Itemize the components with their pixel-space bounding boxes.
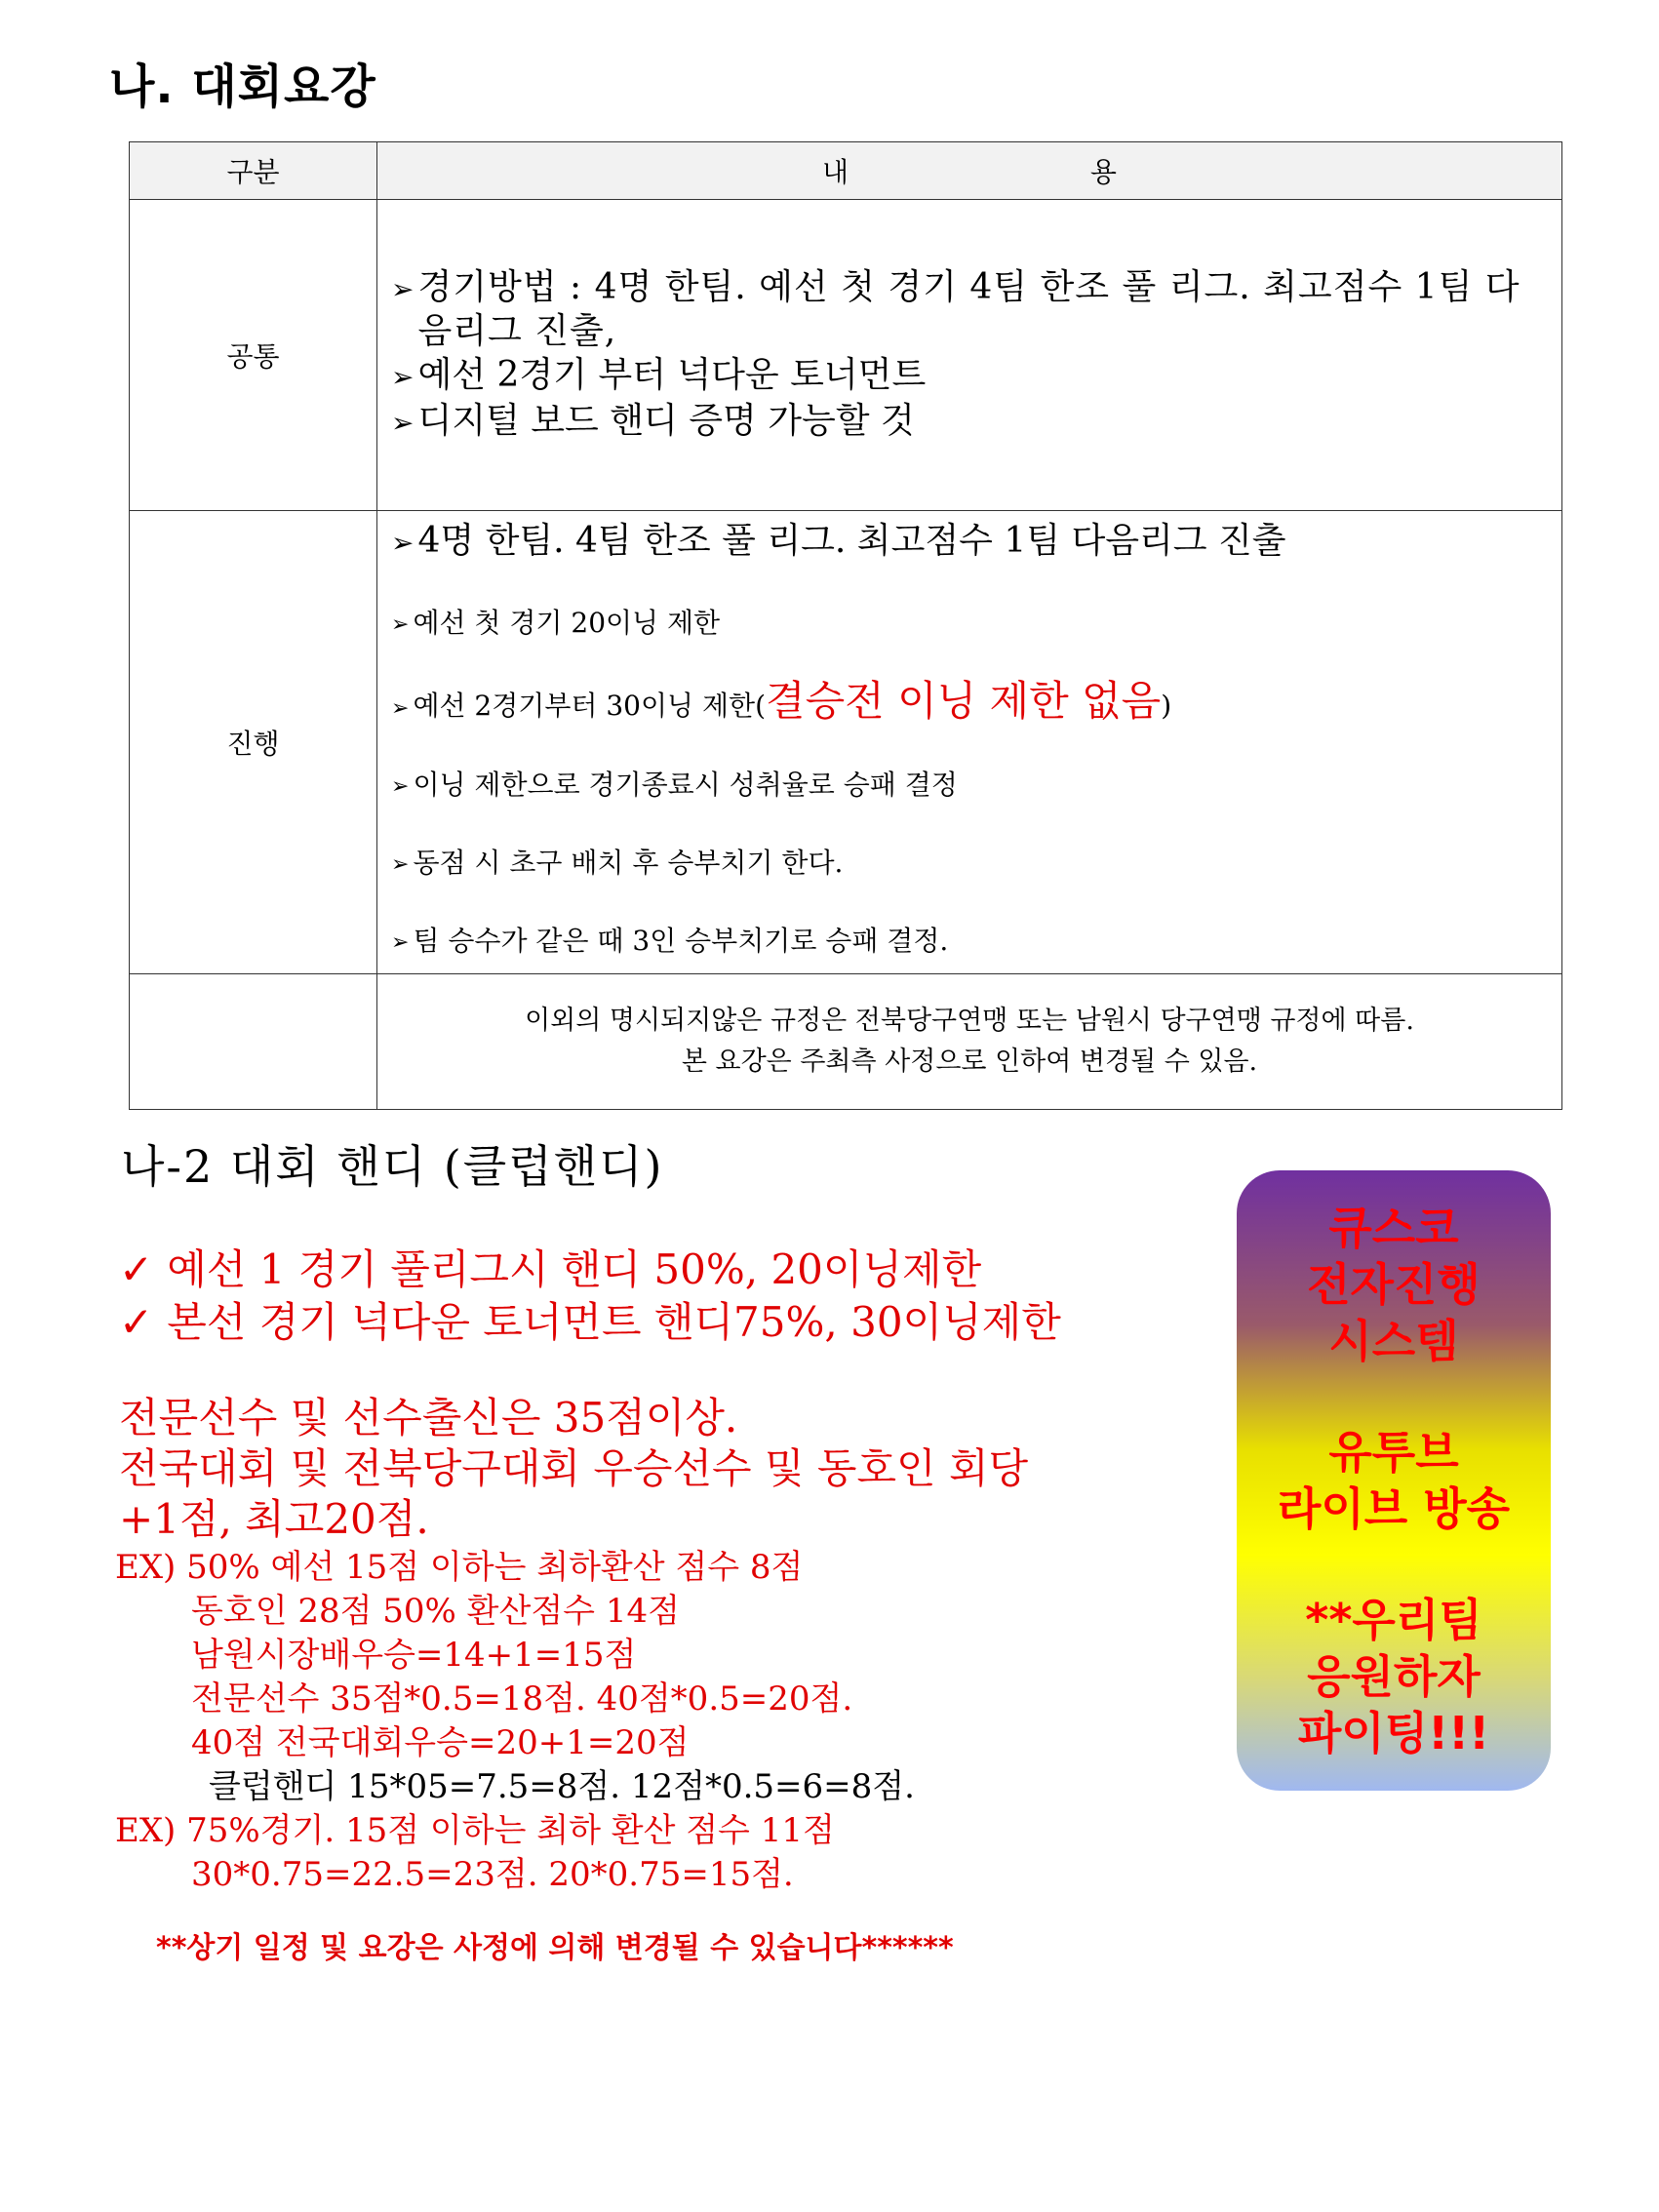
arrow-bullet-icon: ➢ xyxy=(391,407,415,439)
list-item: ➢ 이닝 제한으로 경기종료시 성취율로 승패 결정 xyxy=(391,768,1550,805)
table-header-row xyxy=(130,142,1562,200)
table-row-progress xyxy=(130,511,1562,974)
header-category: 구분 xyxy=(130,142,377,200)
list-item: ➢ 동점 시 초구 배치 후 승부치기 한다. xyxy=(391,846,1550,883)
live-broadcast-badge: 큐스코 전자진행 시스템 유투브 라이브 방송 **우리팀 응원하자 파이팅!!! xyxy=(1237,1170,1551,1791)
table-row-common xyxy=(130,200,1562,511)
list-item: ➢ 디지털 보드 핸디 증명 가능할 것 xyxy=(391,399,1550,445)
rules-table xyxy=(129,141,1562,1110)
note-content: 이외의 명시되지않은 규정은 전북당구연맹 또는 남원시 당구연맹 규정에 따름. 본 요강은 주최측 사정으로 인하여 변경될 수 있음. xyxy=(377,974,1562,1110)
section-title: 나. 대회요강 xyxy=(109,59,376,114)
list-item: ✓ 예선 1 경기 풀리그시 핸디 50%, 20이닝제한 xyxy=(119,1245,982,1293)
row-label-progress: 진행 xyxy=(130,511,377,974)
list-item: ➢ 팀 승수가 같은 때 3인 승부치기로 승패 결정. xyxy=(391,924,1550,961)
list-item: ➢ 예선 2경기 부터 넉다운 토너먼트 xyxy=(391,353,1550,399)
list-item: ➢ 예선 2경기부터 30이닝 제한(결승전 이닝 제한 없음) xyxy=(391,677,1172,725)
arrow-bullet-icon: ➢ xyxy=(391,527,415,559)
arrow-bullet-icon: ➢ xyxy=(391,612,410,637)
list-item: ➢ 예선 첫 경기 20이닝 제한 xyxy=(391,606,1550,643)
handicap-checklist xyxy=(119,1244,1061,1349)
table-row-note xyxy=(130,974,1562,1110)
handicap-title: 나-2 대회 핸디 (클럽핸디) xyxy=(121,1140,664,1193)
list-item: ➢ 경기방법 : 4명 한팀. 예선 첫 경기 4팀 한조 풀 리그. 최고점수 1팀 다음리그 진출, xyxy=(391,267,1521,351)
row-label-note xyxy=(130,974,377,1110)
handicap-rules-paragraph: 전문선수 및 선수출신은 35점이상. 전국대회 및 전북당구대회 우승선수 및 동호인 회당 +1점, 최고20점. xyxy=(119,1394,1029,1543)
arrow-bullet-icon: ➢ xyxy=(391,930,410,955)
checkmark-icon: ✓ xyxy=(119,1298,154,1346)
arrow-bullet-icon: ➢ xyxy=(391,273,415,305)
arrow-bullet-icon: ➢ xyxy=(391,361,415,393)
common-content xyxy=(377,200,1562,511)
footnote: **상기 일정 및 요강은 사정에 의해 변경될 수 있습니다****** xyxy=(156,1931,954,1965)
list-item: ➢ 4명 한팀. 4팀 한조 풀 리그. 최고점수 1팀 다음리그 진출 xyxy=(391,519,1550,565)
list-item: ✓ 본선 경기 넉다운 토너먼트 핸디75%, 30이닝제한 xyxy=(119,1298,1061,1346)
handicap-examples: EX) 50% 예선 15점 이하는 최하환산 점수 8점 동호인 28점 50% 환산점수 14점 남원시장배우승=14+1=15점 전문선수 35점*0.5=18점. 40점*0.5=20점. 40점 전국대회우승=20+1=20점 클럽핸디 15*05=7.5=8점. 12점*0.5=6=8점. EX) 75%경기. 15점 이하는 최하 환산 점수 11점 30*0.75=22.5=23점. 20*0.75=15점. xyxy=(115,1548,915,1894)
arrow-bullet-icon: ➢ xyxy=(391,696,410,721)
row-label-common: 공통 xyxy=(130,200,377,511)
header-content: 내 용 xyxy=(377,142,1562,200)
arrow-bullet-icon: ➢ xyxy=(391,774,410,799)
progress-content xyxy=(377,511,1562,974)
checkmark-icon: ✓ xyxy=(119,1245,154,1293)
arrow-bullet-icon: ➢ xyxy=(391,852,410,877)
